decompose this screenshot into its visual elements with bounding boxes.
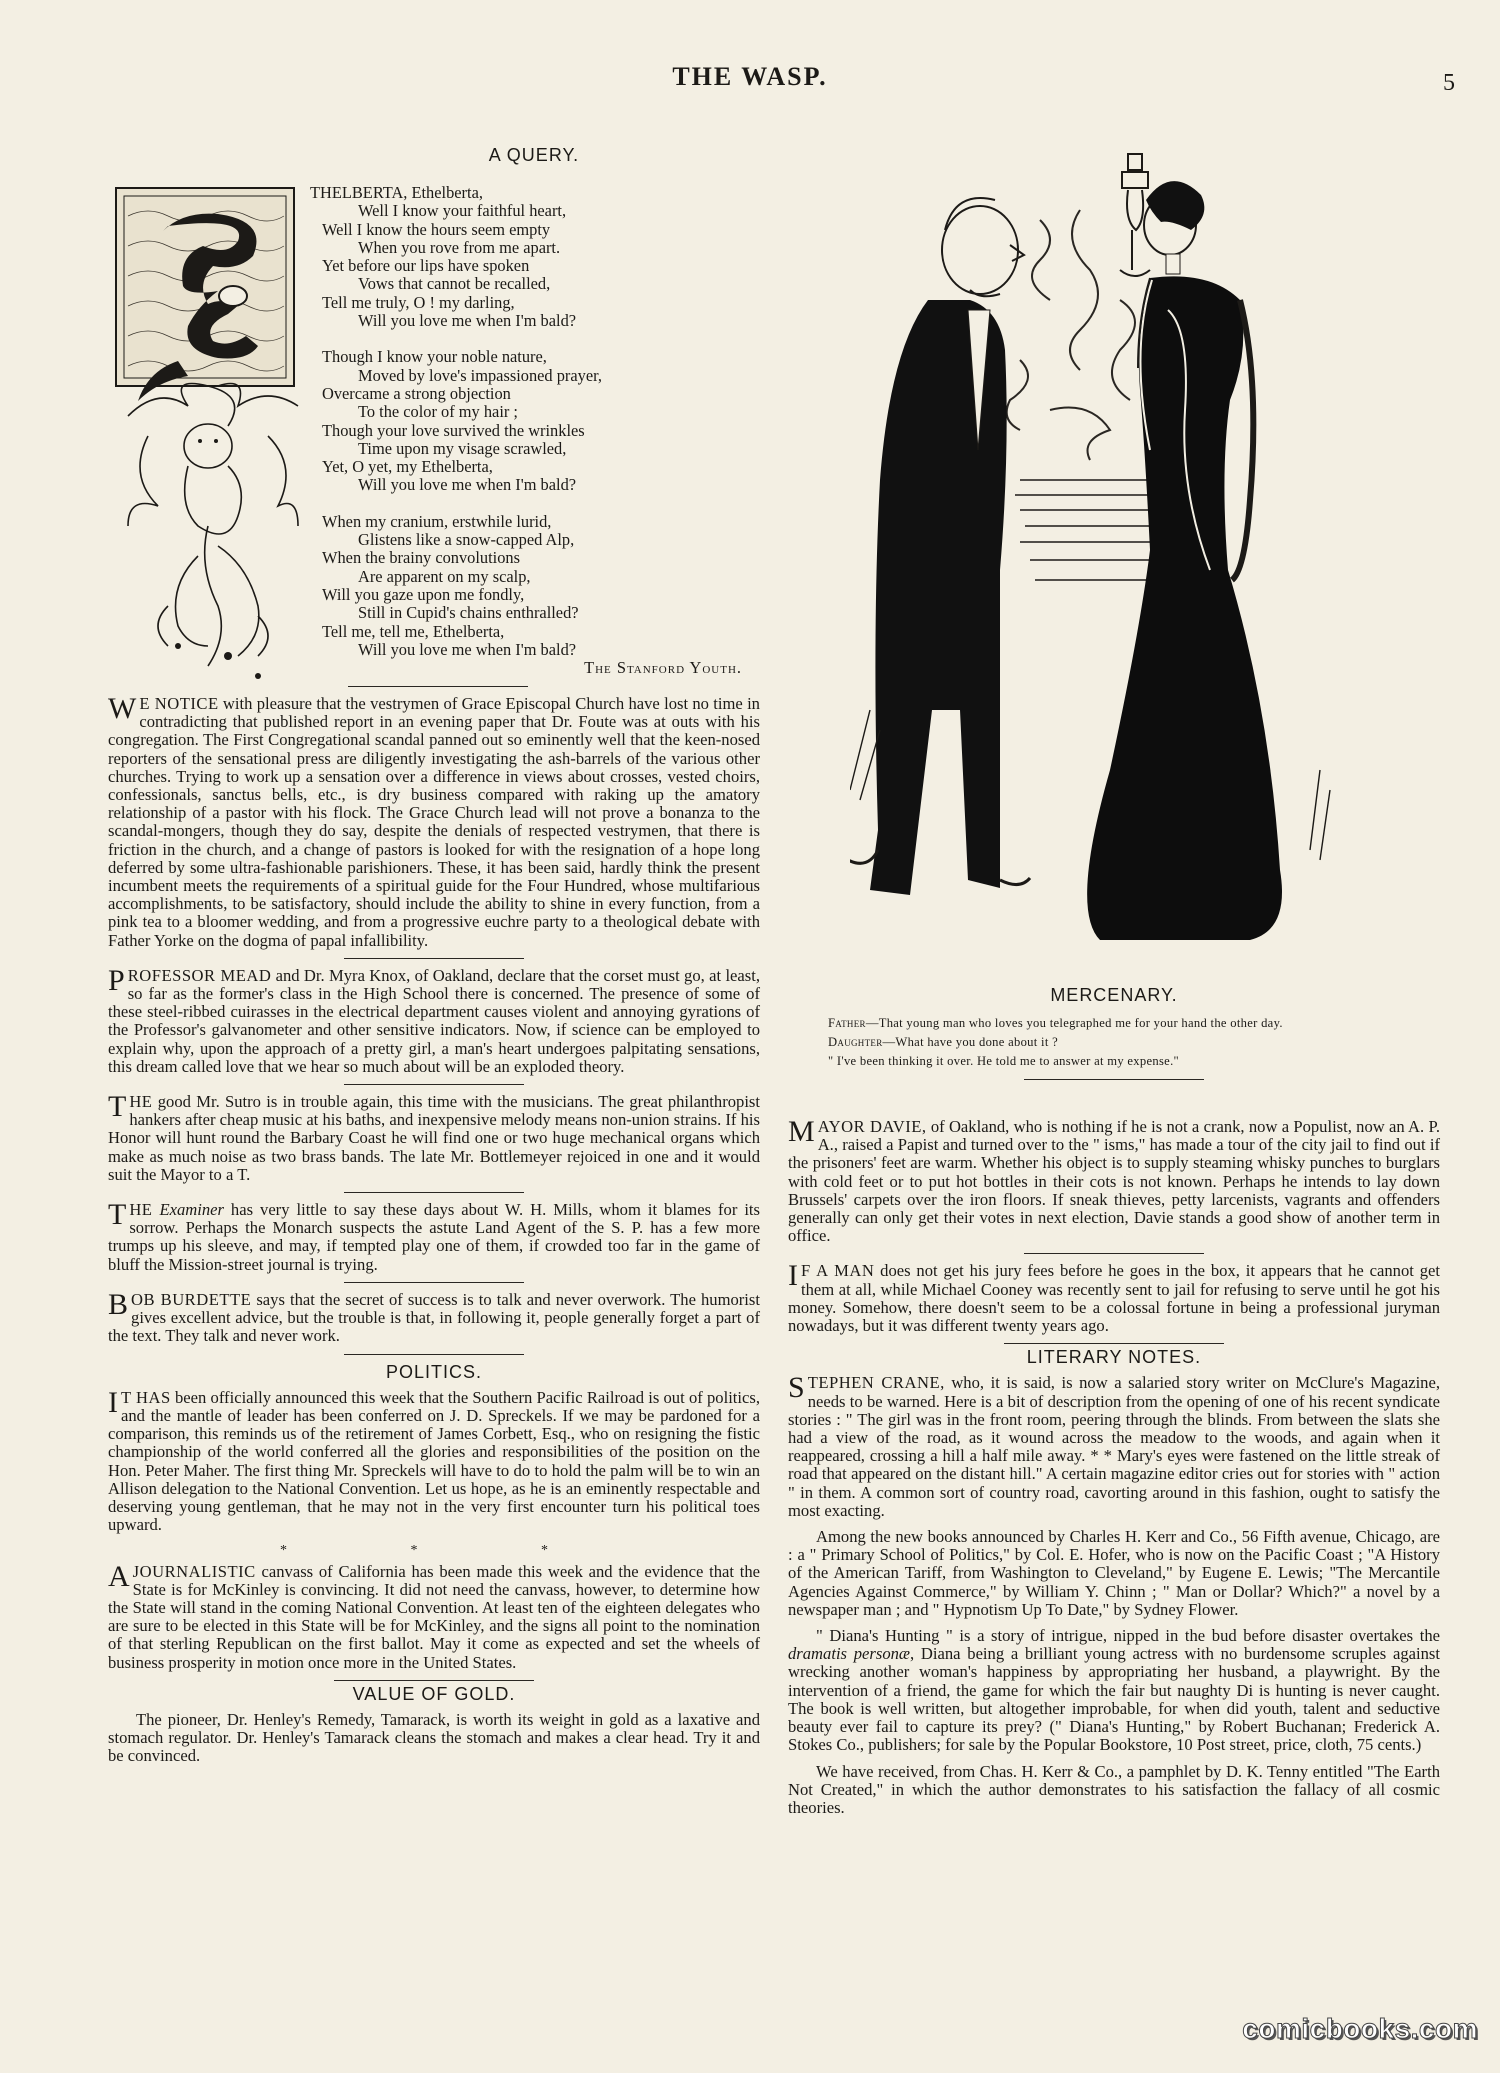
lead-words: ROFESSOR MEAD — [127, 965, 272, 985]
lead-words: OB BURDETTE — [131, 1289, 252, 1309]
cartoon-title: MERCENARY. — [1050, 985, 1178, 1005]
poem-line: Tell me, tell me, Ethelberta, — [322, 621, 505, 641]
paragraph-text: canvass of California has been made this week and the evidence that the State is for McKinley is convincing. It did not need the canvass, however, to determine how the State will stand in the coming National Convention. At least ten of the eighteen delegates who are sure to be elected in this State will be for McKinley, and the signs all point to the nomination of that sterling Republican on the first ballot. May it come as expected and set the wheels of business prosperity in motion once more in the United States. — [108, 1561, 760, 1672]
poem-line: Vows that cannot be recalled, — [358, 274, 551, 294]
cartoon-father-daughter — [850, 150, 1350, 970]
poem-line: To the color of my hair ; — [358, 402, 518, 422]
poem-line: Though your love survived the wrinkles — [322, 420, 585, 440]
poem-line: When you rove from me apart. — [358, 237, 561, 257]
page-number: 5 — [1443, 70, 1455, 96]
politics-heading: POLITICS. — [385, 1361, 483, 1382]
lead-words: F A MAN — [801, 1261, 875, 1281]
lead-words: E NOTICE — [139, 694, 219, 713]
paragraph-text: with pleasure that the vestrymen of Grace Episcopal Church have lost no time in contradicting that published report in an evening paper that Dr. Foute was at outs with his congregation. The First Congregational scandal panned out so eminently well that the keen-nosed reporters of the sensational press are diligently investigating the ash-barrels of the various other churches. Trying to work up a sensation over a difference in views about crosses, vested choirs, confessionals, sanctus bells, etc., is dry business compared with raking up the amatory relationship of a pastor with his flock. The Grace Church lead will not prove a bonanza to the scandal-mongers, though they do say, despite the denials of respected vestrymen, that there is friction in the church, and a change of pastors is looked for with the resignation of a hope long deferred by some ultra-fashionable parishioners. These, it has been said, hardly think the present incumbent meets the requirements of a spiritual guide for the Four Hundred, whose multifarious accomplishments, to be satisfactory, should include the ability to shine in every function, from a pink tea to a bloomer wedding, and from a progressive euchre party to a theological debate with Father Yorke on the dogma of papal infallibility. — [108, 694, 760, 950]
article-earth-not-created: We have received, from Chas. H. Kerr & Co., a pamphlet by D. K. Tenny entitled "The Earth Not Created," in which the author demonstrates to his satisfaction the fallacy of all cosmic theories. — [788, 1761, 1440, 1817]
article-bob-burdette — [108, 1287, 760, 1346]
lead-words: AYOR DAVIE, — [817, 1117, 927, 1136]
poem-line: Well I know your faithful heart, — [358, 201, 567, 221]
paragraph-text: who, it is said, is now a salaried story writer on McClure's Magazine, needs to be warned. Here is a bit of description from the opening of one of his recent syndicate stories : " The girl was in the front room, peering through the blinds. From between the slats she had a view of the road, as it wound across the meadow to the woods, and again when it reappeared, crossing a hill a half mile away. * * Mary's eyes were fastened on the little streak of road that appeared on the distant hill." A certain magazine editor cries out for stories with " action " in them. A common sort of country road, cavorting around in this fashion, ought to satisfy the most exacting. — [788, 1373, 1440, 1520]
speaker-father: Father — [828, 1016, 866, 1030]
paragraph-text: good Mr. Sutro is in trouble again, this time with the musicians. The great philanthropist hankers after cheap music at his baths, and inexpensive melody means non-union strains. If his Honor will hunt round the Barbary Coast he will find one or two huge mechanical organs which make as much noise as two brass bands. The late Mr. Bottlemeyer rejoiced in one and it would suit the Mayor to a T. — [108, 1092, 760, 1184]
paragraph-text: been officially announced this week that the Southern Pacific Railroad is out of politics, and the mantle of leader has been conferred on J. D. Spreckels. If we may be pardoned for a comparison, this reminds us of the retirement of James Corbett, Esq., who on resigning the fistic championship of the world conferred all the glories and responsibilities of the position on the Hon. Peter Maher. The first thing Mr. Spreckels will have to do to hold the palm will be to win an Allison delegation to the National Convention. Let us hope, as he is an eminently respectable and deserving young gentleman, that he may not in the very first encounter turn his political toes upward. — [108, 1387, 760, 1535]
article-southern-pacific — [108, 1385, 760, 1535]
cartoon-caption — [788, 985, 1440, 1088]
divider-rule — [344, 1192, 524, 1193]
right-column — [788, 1115, 1440, 1825]
cartoon-dialog — [788, 1014, 1440, 1071]
divider-rule — [344, 958, 524, 959]
ornamental-initial-e-cherub — [108, 186, 318, 706]
drop-cap: S — [788, 1371, 805, 1405]
drop-cap: A — [108, 1559, 130, 1593]
poem-line: Glistens like a snow-capped Alp, — [358, 530, 575, 550]
lead-words: JOURNALISTIC — [132, 1561, 256, 1581]
paragraph-text: of Oakland, who is nothing if he is not a crank, now a Populist, now an A. P. A., raised a Papist and turned over to the " isms," has made a tour of the city jail to find out if the prisoners' feet are warm. Whether his object is to supply steaming whisky punches to burglars with cold feet or to put hot bottles in their cots is not known. Perhaps he intends to lay down Brussels' carpets over the iron floors. If sneak thieves, petty larcenists, vagrants and offenders generally can only get their votes in next election, Davie stands a good show of another term in office. — [788, 1117, 1440, 1246]
poem-line: Overcame a strong objection — [322, 383, 511, 403]
poem-line: Moved by love's impassioned prayer, — [358, 365, 603, 385]
newspaper-name: Examiner — [159, 1200, 224, 1220]
paragraph-text: has very little to say these days about W. H. Mills, whom it blames for its sorrow. Perhaps the Monarch suspects the astute Land Agent of the S. P. has a few more trumps up his sleeve, and may, if tempted play one of them, if crowded too far in the game of bluff the Mission-street journal is trying. — [108, 1200, 761, 1274]
poem-line: Tell me truly, O ! my darling, — [322, 292, 515, 312]
paragraph-text: does not get his jury fees before he goes in the box, it appears that he cannot get them at all, while Michael Cooney was recently sent to jail for refusing to serve until he got his money. Somehow, there doesn't seem to be a colossal fortune in being a professional juryman nowadays, but it was different twenty years ago. — [788, 1261, 1440, 1336]
poem-line: Still in Cupid's chains enthralled? — [358, 603, 579, 623]
poem-line: Yet, O yet, my Ethelberta, — [322, 457, 493, 477]
poem-text — [310, 183, 742, 678]
poem-line: Are apparent on my scalp, — [358, 566, 531, 586]
article-jury-fees — [788, 1259, 1440, 1336]
site-watermark: comicbooks.com — [1242, 2013, 1478, 2044]
lead-words: TEPHEN CRANE, — [807, 1373, 945, 1393]
poem-line: Will you love me when I'm bald? — [358, 639, 577, 659]
article-mayor-davie — [788, 1115, 1440, 1246]
dialog-line: " I've been thinking it over. He told me to answer at my expense." — [828, 1054, 1179, 1068]
article-examiner — [108, 1198, 761, 1274]
dialog-line: —What have you done about it ? — [882, 1035, 1058, 1049]
divider-rule — [1024, 1079, 1204, 1080]
article-sutro — [108, 1090, 760, 1184]
section-stars: * * * — [280, 1543, 608, 1559]
poem-line: When the brainy convolutions — [322, 548, 521, 568]
left-column — [108, 140, 760, 1774]
drop-cap: M — [788, 1115, 815, 1148]
masthead-title: THE WASP. — [672, 62, 828, 91]
italic-phrase: dramatis personæ — [788, 1644, 910, 1664]
drop-cap: T — [108, 1090, 127, 1124]
drop-cap: I — [108, 1385, 118, 1419]
article-kerr-books: Among the new books announced by Charles H. Kerr and Co., 56 Fifth avenue, Chicago, are : a " Primary School of Politics," by Col. E. Hofer, who is now on the Pacific Coast ; "A History of the American Tariff, from Washington to Cleveland," by Eugene E. Lewis; "The Mercantile Agencies Against Commerce," by William Y. Chinn ; " Man or Dollar? Which?" a novel by a newspaper man ; and " Hypnotism Up To Date," by Sydney Flower. — [788, 1527, 1440, 1619]
divider-rule — [348, 686, 528, 687]
article-professor-mead — [108, 963, 760, 1076]
drop-cap: I — [788, 1259, 798, 1293]
poem-line: Time upon my visage scrawled, — [358, 438, 567, 458]
divider-rule — [1024, 1253, 1204, 1254]
poem-line: Will you gaze upon me fondly, — [322, 584, 525, 604]
lead-words: HE — [129, 1092, 153, 1112]
article-grace-church — [108, 692, 760, 950]
paragraph-text: says that the secret of success is to talk and never overwork. The humorist gives excellent advice, but the trouble is that, in following it, people generally forget a part of the text. They talk and never work. — [108, 1289, 760, 1346]
dialog-line: —That young man who loves you telegraphed me for your hand the other day. — [865, 1016, 1283, 1030]
poem-heading: A QUERY. — [488, 145, 580, 165]
divider-rule — [344, 1282, 524, 1283]
literary-notes-heading: LITERARY NOTES. — [1004, 1343, 1224, 1366]
article-dianas-hunting — [788, 1627, 1440, 1754]
divider-rule — [344, 1354, 524, 1355]
poem-signature: The Stanford Youth. — [584, 658, 742, 678]
divider-rule — [344, 1084, 524, 1085]
poem-line: When my cranium, erstwhile lurid, — [322, 511, 552, 531]
article-journalistic-canvass — [108, 1559, 760, 1672]
poem-line: THELBERTA, Ethelberta, — [310, 183, 483, 202]
lead-words: HE — [129, 1200, 153, 1220]
poem-line: Well I know the hours seem empty — [322, 219, 551, 239]
article-stephen-crane — [788, 1371, 1440, 1520]
advert-tamarack: The pioneer, Dr. Henley's Remedy, Tamarack, is worth its weight in gold as a laxative and stomach regulator. Dr. Henley's Tamarack cleans the stomach and makes a clear head. Try it and be convinced. — [108, 1709, 760, 1766]
value-of-gold-heading: VALUE OF GOLD. — [334, 1680, 534, 1703]
drop-cap: B — [108, 1287, 129, 1321]
paragraph-text: and Dr. Myra Knox, of Oakland, declare that the corset must go, at least, so far as the former's class in the High School there is concerned. The presence of some of these steel-ribbed cuirasses in the electrical department causes violent and annoying gyrations of the Professor's galvanometer and other sensitive indicators. Now, if science can be employed to explain why, upon the approach of a pretty girl, a man's heart undergoes palpitating sensations, this dream called love that we hear so much about will be an exploded theory. — [108, 965, 760, 1076]
poem-line: Will you love me when I'm bald? — [358, 311, 577, 331]
poem-line: Yet before our lips have spoken — [322, 256, 530, 276]
lead-words: T HAS — [121, 1387, 171, 1407]
poem-line: Will you love me when I'm bald? — [358, 475, 577, 495]
drop-cap: T — [108, 1198, 127, 1232]
paragraph-text: , Diana being a brilliant young actress with no burdensome scruples against wrecking another woman's happiness by appropriating her husband, a playwright. By the intervention of a friend, the game for which the fair but naughty Di is hunting is never caught. The book is well written, but altogether improbable, for when did youth, talent and seductive beauty ever fail to capture its prey? (" Diana's Hunting," by Robert Buchanan; Frederick A. Stokes Co., publishers; for sale by the Popular Bookstore, 10 Post street, price, cloth, 75 cents.) — [788, 1644, 1440, 1755]
poem-section — [108, 146, 760, 678]
poem-line: Though I know your noble nature, — [322, 347, 547, 367]
drop-cap: W — [108, 692, 137, 725]
drop-cap: P — [108, 963, 125, 997]
paragraph-text: " Diana's Hunting " is a story of intrigue, nipped in the bud before disaster overtakes the — [816, 1626, 1440, 1646]
speaker-daughter: Daughter — [828, 1035, 883, 1049]
